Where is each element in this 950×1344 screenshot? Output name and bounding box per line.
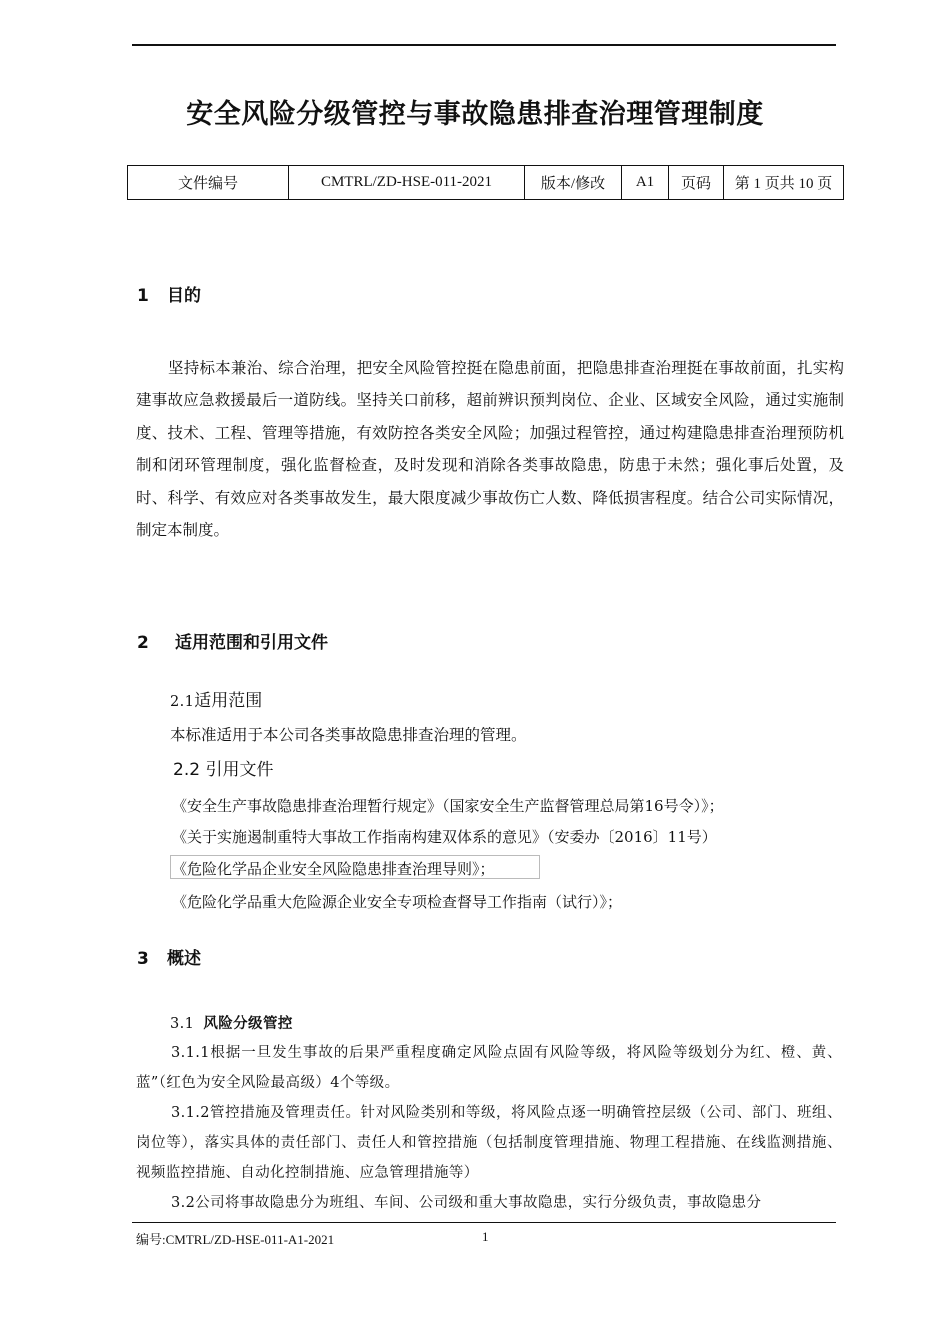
section-1-body: 坚持标本兼治、综合治理，把安全风险管控挺在隐患前面，把隐患排查治理挺在事故前面，扎实构建事故应急救援最后一道防线。坚持关口前移，超前辨识预判岗位、企业、区域安全风险，通过实施制度、技术、工程、管理等措施，有效防控各类安全风险；加强过程管控，通过构建隐患排查治理预防机制和闭环管理制度，强化监督检查，及时发现和消除各类事故隐患，防患于未然；强化事后处置，及时、科学、有效应对各类事故发生，最大限度减少事故伤亡人数、降低损害程度。结合公司实际情况，制定本制度。 [136, 359, 844, 540]
section-2-number: 2 [137, 633, 149, 653]
subsection-3-1-heading [170, 1012, 293, 1033]
subsection-2-2-heading: 2.2 引用文件 [173, 760, 274, 780]
version-label: 版本/修改 [525, 166, 622, 200]
version-value: A1 [622, 166, 669, 200]
footer-page-number: 1 [482, 1229, 489, 1244]
subsection-2-1-body: 本标准适用于本公司各类事故隐患排查治理的管理。 [170, 726, 527, 744]
subsection-3-1-number: 3.1 [170, 1016, 195, 1032]
paragraph-3-1-1: 3.1.1根据一旦发生事故的后果严重程度确定风险点固有风险等级，将风险等级划分为红、橙、黄、蓝”（红色为安全风险最高级）4个等级。 [136, 1045, 842, 1091]
section-1-number: 1 [137, 286, 149, 306]
doc-no-value: CMTRL/ZD-HSE-011-2021 [289, 166, 525, 200]
section-2-title: 适用范围和引用文件 [175, 633, 328, 653]
paragraph-3-1-2: 3.1.2管控措施及管理责任。针对风险类别和等级，将风险点逐一明确管控层级（公司、部门、班组、岗位等），落实具体的责任部门、责任人和管控措施（包括制度管理措施、物理工程措施、在线监测措施、视频监控措施、自动化控制措施、应急管理措施等） [136, 1105, 842, 1181]
footer-rule [132, 1222, 836, 1223]
header-rule [132, 44, 836, 46]
subsection-2-1-heading [170, 686, 262, 711]
page-label: 页码 [669, 166, 724, 200]
reference-item: 《安全生产事故隐患排查治理暂行规定》（国家安全生产监督管理总局第16号令）》； [172, 797, 724, 815]
section-3-title: 概述 [167, 949, 201, 969]
section-1-title: 目的 [167, 286, 201, 306]
section-3-number: 3 [137, 949, 149, 969]
subsection-3-1-title: 风险分级管控 [203, 1015, 293, 1032]
section-2-heading [137, 628, 328, 653]
doc-no-label: 文件编号 [128, 166, 289, 200]
document-meta-table [127, 165, 844, 200]
page-value: 第 1 页共 10 页 [724, 166, 844, 200]
section-1-heading [137, 281, 201, 306]
subsection-2-1-number: 2.1 [170, 694, 195, 710]
footer-doc-code: 编号:CMTRL/ZD-HSE-011-A1-2021 [136, 1232, 335, 1247]
subsection-2-1-title: 适用范围 [194, 691, 263, 711]
document-title: 安全风险分级管控与事故隐患排查治理管理制度 [186, 99, 764, 130]
paragraph-3-2: 3.2公司将事故隐患分为班组、车间、公司级和重大事故隐患，实行分级负责，事故隐患分 [171, 1195, 762, 1211]
section-3-heading [137, 944, 201, 969]
reference-item: 《危险化学品企业安全风险隐患排查治理导则》； [172, 860, 495, 878]
reference-item: 《关于实施遏制重特大事故工作指南构建双体系的意见》（安委办〔2016〕11号） [172, 828, 717, 846]
reference-item: 《危险化学品重大危险源企业安全专项检查督导工作指南（试行）》； [172, 893, 623, 911]
